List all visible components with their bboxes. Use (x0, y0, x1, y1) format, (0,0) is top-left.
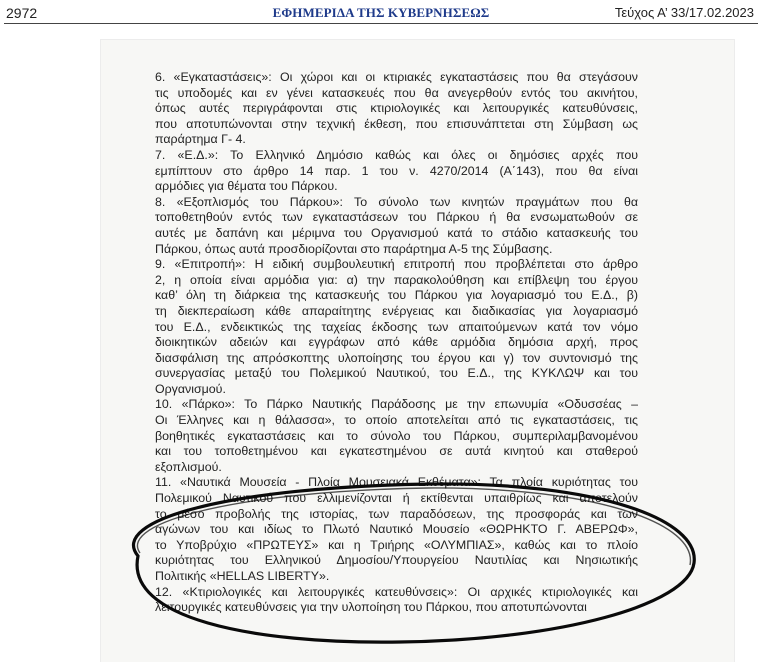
text-line: διασφάλιση της απρόσκοπτης υλοποίησης του έργου και γ) τον συντονισμό της (155, 350, 638, 365)
paragraph-def-6 (155, 70, 638, 148)
text-line: που αποτυπώνονται στην τεχνική έκθεση, που επισυνάπτεται στη Σύμβαση ως (155, 116, 638, 131)
text-line: διοικητικών αδειών και εγγράφων από κάθε αρμόδια δημόσια αρχή, προς (155, 335, 638, 350)
text-line: καθ’ όλη τη διάρκεια της κατασκευής του Πάρκου για λογαριασμό του Ε.Δ., β) (155, 288, 638, 303)
page-number: 2972 (6, 5, 38, 21)
text-line: 7. «Ε.Δ.»: Το Ελληνικό Δημόσιο καθώς και όλες οι δημόσιες αρχές που (155, 147, 638, 162)
paragraph-def-8 (155, 195, 638, 257)
text-line: αγώνων του και ιδίως το Πλωτό Ναυτικό Μουσείο «ΘΩΡΗΚΤΟ Γ. ΑΒΕΡΩΦ», (155, 522, 638, 537)
page-header (0, 0, 762, 24)
gazette-title: ΕΦΗΜΕΡΙΔΑ ΤΗΣ ΚΥΒΕΡΝΗΣΕΩΣ (272, 5, 490, 20)
text-line: συνεργασίας μεταξύ του Πολεμικού Ναυτικού, του Ε.Δ., της ΚΥΚΛΩΨ και του (155, 366, 638, 381)
text-line: εμπίπτουν στο άρθρο 14 παρ. 1 του ν. 4270/2014 (Α΄143), που θα είναι (155, 163, 638, 178)
paragraph-def-7 (155, 148, 638, 195)
paragraph-def-9 (155, 257, 638, 397)
text-line: το Υποβρύχιο «ΠΡΩΤΕΥΣ» και η Τριήρης «ΟΛΥΜΠΙΑΣ», καθώς και το πλοίο (155, 537, 638, 552)
text-line: τη διεκπεραίωση κάθε απαραίτητης ενέργειας και διαδικασίας για λογαριασμό (155, 303, 638, 318)
text-line: 2, η οποία είναι αρμόδια για: α) την παρακολούθηση και επίβλεψη του έργου (155, 272, 638, 287)
text-line: το μέσο προβολής της ιστορίας, των παραδόσεων, της προσφοράς και των (155, 506, 638, 521)
issue-reference: Τεύχος Α’ 33/17.02.2023 (614, 5, 754, 20)
text-line: τις υποδομές και εν γένει κατασκευές που θα ανεγερθούν εντός του ακινήτου, (155, 85, 638, 100)
text-line: Οι Έλληνες και η θάλασσα», το οποίο αποτελείται από τις εγκαταστάσεις, τις (155, 413, 638, 428)
text-line: Πάρκου, όπως αυτά προσδιορίζονται στο παράρτημα Α-5 της Σύμβασης. (155, 241, 553, 256)
paragraph-def-11 (155, 475, 638, 584)
text-line: Πολεμικού Ναυτικού που ελλιμενίζονται ή εκτίθενται υπαιθρίως και αποτελούν (155, 491, 638, 506)
text-line: Πολιτικής «HELLAS LIBERTY». (155, 569, 330, 583)
text-line: 11. «Ναυτικά Μουσεία - Πλοία Μουσειακά Εκθέματα»: Τα πλοία κυριότητας του (155, 475, 638, 490)
text-line: αυτές με δαπάνη και μέριμνα του Οργανισμού κατά το στάδιο κατασκευής του (155, 225, 638, 240)
text-line: του Ε.Δ., ενδεικτικώς της ταχείας έκδοσης των απαιτούμενων κατά τον νόμο (155, 319, 638, 334)
paragraph-def-10 (155, 397, 638, 475)
text-line: 8. «Εξοπλισμός του Πάρκου»: Το σύνολο των κινητών πραγμάτων που θα (155, 194, 638, 209)
text-line: 10. «Πάρκο»: Το Πάρκο Ναυτικής Παράδοσης με την επωνυμία «Οδυσσέας – (155, 397, 638, 412)
text-line: 12. «Κτιριολογικές και λειτουργικές κατευθύνσεις»: Οι αρχικές κτιριολογικές και (155, 584, 638, 599)
text-line: τοποθετηθούν εντός των εγκαταστάσεων του Πάρκου ή θα ενσωματωθούν σε (155, 210, 638, 225)
text-line: εξοπλισμού. (155, 459, 222, 474)
text-line: κυριότητας του Ελληνικού Δημοσίου/Υπουργείου Ναυτιλίας και Νησιωτικής (155, 553, 638, 568)
text-line: Οργανισμού. (155, 381, 226, 396)
text-line: όπως αυτές περιγράφονται στις κτιριολογικές και λειτουργικές κατευθύνσεις, (155, 101, 638, 116)
paragraph-def-12 (155, 585, 638, 616)
text-line: 9. «Επιτροπή»: Η ειδική συμβουλευτική επιτροπή που προβλέπεται στο άρθρο (155, 257, 638, 272)
header-rule (4, 23, 758, 24)
text-line: 6. «Εγκαταστάσεις»: Οι χώροι και οι κτιριακές εγκαταστάσεις που θα στεγάσουν (155, 70, 638, 84)
text-line: βοηθητικές εγκαταστάσεις και το σύνολο του Πάρκου, συμπεριλαμβανομένου (155, 428, 638, 443)
text-line: λειτουργικές κατευθύνσεις για την υλοποίηση του Πάρκου, που αποτυπώνονται (155, 600, 587, 615)
text-line: και του τοποθετημένου και εγκατεστημένου σε αυτά κινητού και σταθερού (155, 444, 638, 459)
text-line: αρμόδιες για θέματα του Πάρκου. (155, 179, 338, 194)
text-line: παράρτημα Γ- 4. (155, 132, 246, 147)
document-body (155, 70, 638, 616)
